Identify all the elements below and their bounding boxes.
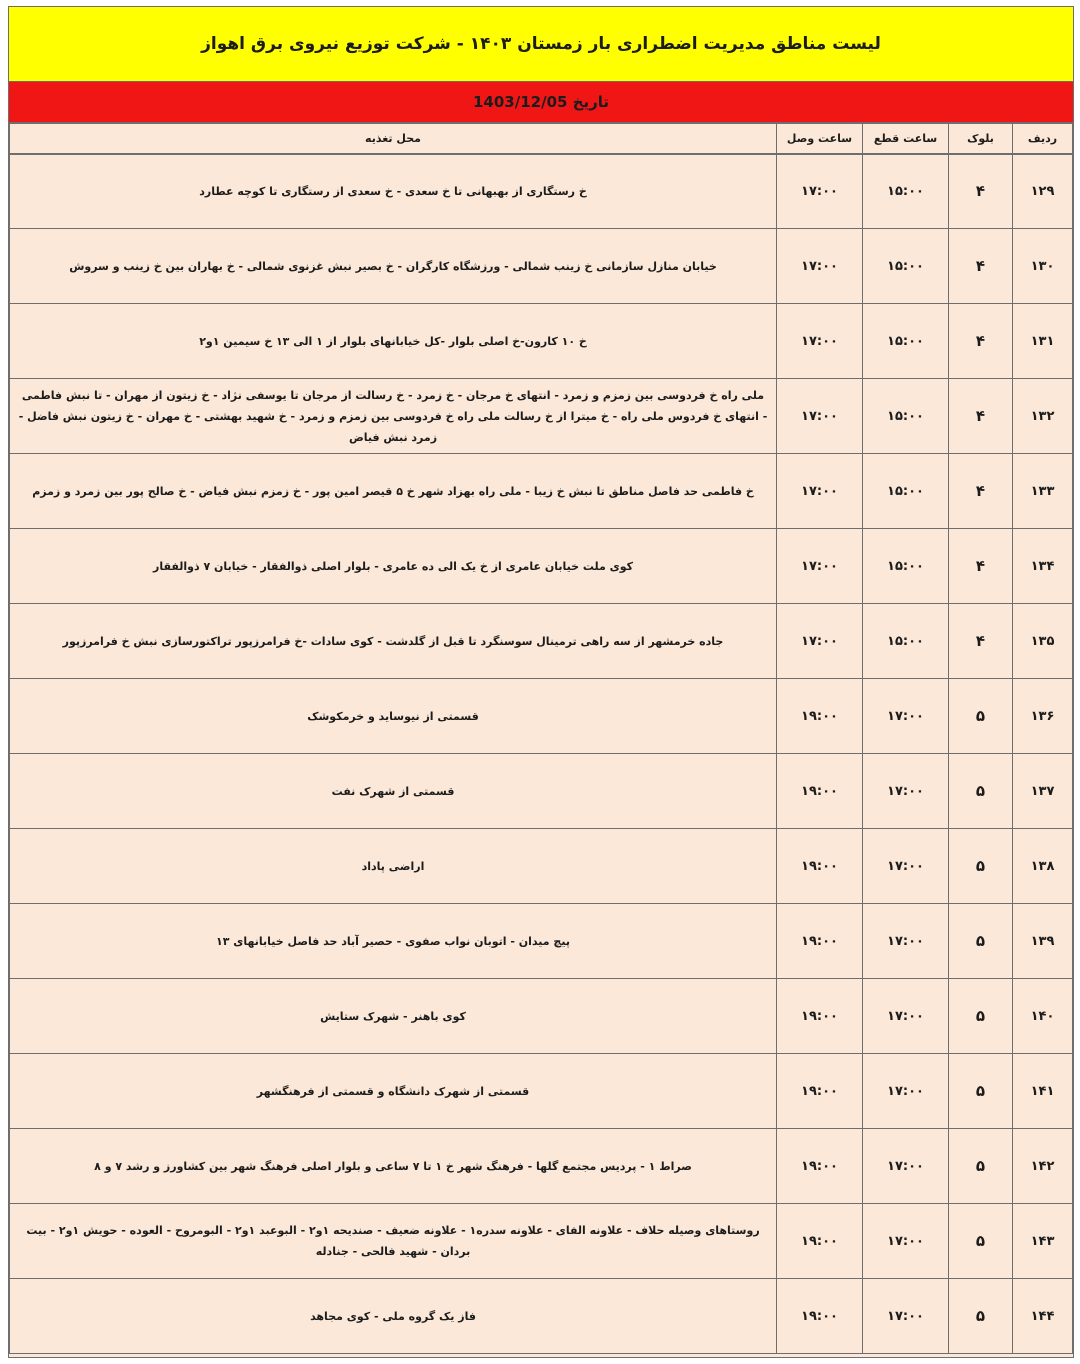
cell-block: ۴ <box>949 304 1013 379</box>
cell-connect-time: ۱۹:۰۰ <box>777 1204 863 1279</box>
cell-block: ۵ <box>949 754 1013 829</box>
cell-area: کوی باهنر - شهرک ستایش <box>10 979 777 1054</box>
table-row <box>10 979 1073 1054</box>
table-row <box>10 304 1073 379</box>
cell-cut-time: ۱۵:۰۰ <box>863 304 949 379</box>
cell-area: خ فاطمی حد فاصل مناطق تا نبش خ زیبا - ملی راه بهزاد شهر خ ۵ قیصر امین پور - خ زمزم نبش فیاض - خ صالح پور بین زمرد و زمزم <box>10 454 777 529</box>
cell-cut-time: ۱۵:۰۰ <box>863 154 949 229</box>
cell-block: ۵ <box>949 1129 1013 1204</box>
cell-area: قسمتی از شهرک دانشگاه و قسمتی از فرهنگشهر <box>10 1054 777 1129</box>
sheet-date: تاریخ 1403/12/05 <box>9 82 1073 123</box>
cell-connect-time: ۱۷:۰۰ <box>777 154 863 229</box>
cell-cut-time: ۱۵:۰۰ <box>863 379 949 454</box>
cell-connect-time: ۱۹:۰۰ <box>777 1279 863 1354</box>
header-area: محل تغذیه <box>10 124 777 154</box>
cell-area: خ ۱۰ کارون-خ اصلی بلوار -کل خیابانهای بلوار از ۱ الی ۱۳ خ سیمین ۱و۲ <box>10 304 777 379</box>
table-row <box>10 1054 1073 1129</box>
cell-cut-time: ۱۵:۰۰ <box>863 454 949 529</box>
cell-area: اراضی پاداد <box>10 829 777 904</box>
cell-connect-time: ۱۷:۰۰ <box>777 604 863 679</box>
cell-radif: ۱۳۳ <box>1013 454 1073 529</box>
cell-block: ۴ <box>949 379 1013 454</box>
cell-connect-time: ۱۹:۰۰ <box>777 979 863 1054</box>
cell-cut-time: ۱۷:۰۰ <box>863 1279 949 1354</box>
cell-connect-time: ۱۷:۰۰ <box>777 529 863 604</box>
table-row <box>10 154 1073 229</box>
cell-block: ۵ <box>949 979 1013 1054</box>
table-row <box>10 604 1073 679</box>
cell-area: قسمتی از نیوساید و خرمکوشک <box>10 679 777 754</box>
cell-cut-time: ۱۷:۰۰ <box>863 829 949 904</box>
cell-block: ۵ <box>949 1204 1013 1279</box>
cell-connect-time: ۱۷:۰۰ <box>777 304 863 379</box>
cell-cut-time: ۱۵:۰۰ <box>863 604 949 679</box>
cell-connect-time: ۱۹:۰۰ <box>777 904 863 979</box>
cell-area: خ رستگاری از بهبهانی تا خ سعدی - خ سعدی از رستگاری تا کوچه عطارد <box>10 154 777 229</box>
cell-block: ۵ <box>949 1054 1013 1129</box>
cell-area: صراط ۱ - پردیس مجتمع گلها - فرهنگ شهر خ ۱ تا ۷ ساعی و بلوار اصلی فرهنگ شهر بین کشاورز و رشد ۷ و ۸ <box>10 1129 777 1204</box>
table-header-row <box>10 124 1073 154</box>
table-row <box>10 679 1073 754</box>
cell-cut-time: ۱۵:۰۰ <box>863 529 949 604</box>
cell-cut-time: ۱۷:۰۰ <box>863 679 949 754</box>
cell-radif: ۱۳۵ <box>1013 604 1073 679</box>
table-row <box>10 379 1073 454</box>
cell-radif: ۱۲۹ <box>1013 154 1073 229</box>
cell-block: ۵ <box>949 1279 1013 1354</box>
cell-area: کوی ملت خیابان عامری از خ یک الی ده عامری - بلوار اصلی ذوالفقار - خیابان ۷ ذوالفقار <box>10 529 777 604</box>
cell-connect-time: ۱۹:۰۰ <box>777 754 863 829</box>
header-block: بلوک <box>949 124 1013 154</box>
cell-block: ۴ <box>949 604 1013 679</box>
table-row <box>10 229 1073 304</box>
cell-radif: ۱۳۴ <box>1013 529 1073 604</box>
table-row <box>10 1129 1073 1204</box>
cell-area: فاز یک گروه ملی - کوی مجاهد <box>10 1279 777 1354</box>
cell-connect-time: ۱۹:۰۰ <box>777 829 863 904</box>
cell-radif: ۱۳۲ <box>1013 379 1073 454</box>
cell-radif: ۱۴۰ <box>1013 979 1073 1054</box>
cell-connect-time: ۱۷:۰۰ <box>777 379 863 454</box>
cell-area: خیابان منازل سازمانی خ زینب شمالی - ورزشگاه کارگران - خ بصیر نبش غزنوی شمالی - خ بهاران بین خ زینب و سروش <box>10 229 777 304</box>
cell-block: ۴ <box>949 154 1013 229</box>
cell-radif: ۱۴۴ <box>1013 1279 1073 1354</box>
cell-connect-time: ۱۹:۰۰ <box>777 1054 863 1129</box>
cell-area: قسمتی از شهرک نفت <box>10 754 777 829</box>
cell-connect-time: ۱۷:۰۰ <box>777 229 863 304</box>
cell-radif: ۱۳۶ <box>1013 679 1073 754</box>
table-row <box>10 454 1073 529</box>
cell-radif: ۱۳۰ <box>1013 229 1073 304</box>
cell-area: پیچ میدان - اتوبان نواب صفوی - حصیر آباد حد فاصل خیابانهای ۱۳ <box>10 904 777 979</box>
cell-block: ۵ <box>949 904 1013 979</box>
cell-area: روستاهای وصیله حلاف - علاونه الفای - علاونه سدره۱ - علاونه ضعیف - صندیحه ۱و۲ - البوعبد ۱و۲ - البومروح - العوده - حویش ۱و۲ - بیت بردان - شهید فالحی - جنادله <box>10 1204 777 1279</box>
cell-block: ۵ <box>949 679 1013 754</box>
cell-radif: ۱۳۸ <box>1013 829 1073 904</box>
cell-cut-time: ۱۷:۰۰ <box>863 904 949 979</box>
table-row <box>10 754 1073 829</box>
cell-cut-time: ۱۷:۰۰ <box>863 1054 949 1129</box>
table-row <box>10 829 1073 904</box>
cell-connect-time: ۱۹:۰۰ <box>777 1129 863 1204</box>
cell-cut-time: ۱۷:۰۰ <box>863 1129 949 1204</box>
cell-radif: ۱۳۹ <box>1013 904 1073 979</box>
cell-cut-time: ۱۵:۰۰ <box>863 229 949 304</box>
cell-radif: ۱۴۱ <box>1013 1054 1073 1129</box>
header-cut-time: ساعت قطع <box>863 124 949 154</box>
cell-connect-time: ۱۹:۰۰ <box>777 679 863 754</box>
outage-table <box>9 123 1073 1354</box>
cell-block: ۴ <box>949 454 1013 529</box>
cell-block: ۴ <box>949 529 1013 604</box>
header-radif: ردیف <box>1013 124 1073 154</box>
table-row <box>10 1279 1073 1354</box>
table-row <box>10 529 1073 604</box>
cell-cut-time: ۱۷:۰۰ <box>863 979 949 1054</box>
cell-area: جاده خرمشهر از سه راهی ترمینال سوسنگرد تا قبل از گلدشت - کوی سادات -خ فرامرزپور تراکتورسازی نبش خ فرامرزپور <box>10 604 777 679</box>
cell-block: ۵ <box>949 829 1013 904</box>
header-connect-time: ساعت وصل <box>777 124 863 154</box>
cell-block: ۴ <box>949 229 1013 304</box>
cell-area: ملی راه خ فردوسی بین زمزم و زمرد - انتهای خ مرجان - خ زمرد - خ رسالت از مرجان تا یوسفی نژاد - خ زیتون از مهران - تا نبش فاطمی - انتهای خ فردوس ملی راه - خ میترا از خ رسالت ملی راه خ فردوسی بین زمزم و زمرد - خ شهید بهشتی - خ مهران - خ زیتون نبش فاضل - زمرد نبش فیاض <box>10 379 777 454</box>
cell-radif: ۱۳۷ <box>1013 754 1073 829</box>
cell-radif: ۱۴۲ <box>1013 1129 1073 1204</box>
outage-schedule-sheet <box>8 6 1074 1358</box>
cell-cut-time: ۱۷:۰۰ <box>863 754 949 829</box>
cell-radif: ۱۳۱ <box>1013 304 1073 379</box>
table-row <box>10 1204 1073 1279</box>
table-row <box>10 904 1073 979</box>
sheet-title: لیست مناطق مدیریت اضطراری بار زمستان ۱۴۰۳ - شرکت توزیع نیروی برق اهواز <box>9 7 1073 82</box>
cell-radif: ۱۴۳ <box>1013 1204 1073 1279</box>
cell-cut-time: ۱۷:۰۰ <box>863 1204 949 1279</box>
cell-connect-time: ۱۷:۰۰ <box>777 454 863 529</box>
